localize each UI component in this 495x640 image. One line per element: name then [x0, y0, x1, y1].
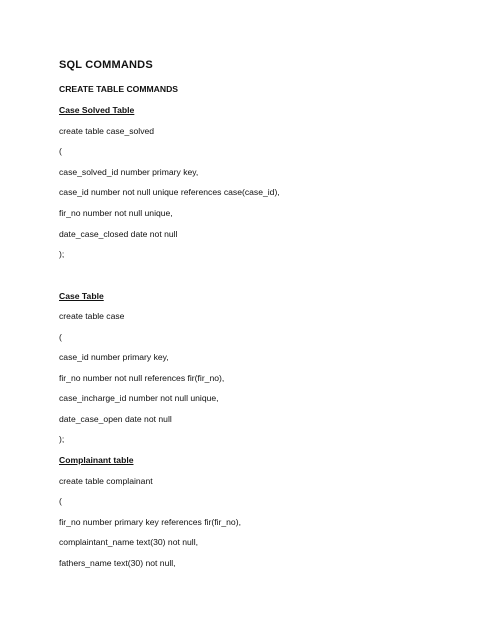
code-line: create table case — [59, 311, 125, 321]
code-line: ( — [59, 146, 62, 156]
code-line: case_incharge_id number not null unique, — [59, 393, 219, 403]
code-line: create table complainant — [59, 476, 153, 486]
code-line: date_case_open date not null — [59, 414, 172, 424]
code-line: fir_no number not null unique, — [59, 208, 173, 218]
code-line: ( — [59, 496, 62, 506]
code-line: complaintant_name text(30) not null, — [59, 537, 199, 547]
document-title: SQL COMMANDS — [59, 59, 153, 71]
code-line: fathers_name text(30) not null, — [59, 558, 176, 568]
section-heading-case-solved: Case Solved Table — [59, 105, 135, 115]
code-line: case_solved_id number primary key, — [59, 167, 199, 177]
code-line: ( — [59, 332, 62, 342]
code-line: create table case_solved — [59, 126, 155, 136]
code-line: fir_no number primary key references fir(fir_no), — [59, 517, 241, 527]
code-line: case_id number primary key, — [59, 352, 169, 362]
code-line: case_id number not null unique references case(case_id), — [59, 187, 280, 197]
section-heading-complainant: Complainant table — [59, 455, 134, 465]
code-line: date_case_closed date not null — [59, 229, 178, 239]
code-line: fir_no number not null references fir(fir_no), — [59, 373, 225, 383]
document-subtitle: CREATE TABLE COMMANDS — [59, 84, 179, 94]
code-line: ); — [59, 434, 65, 444]
code-line: ); — [59, 249, 65, 259]
section-heading-case: Case Table — [59, 291, 104, 301]
